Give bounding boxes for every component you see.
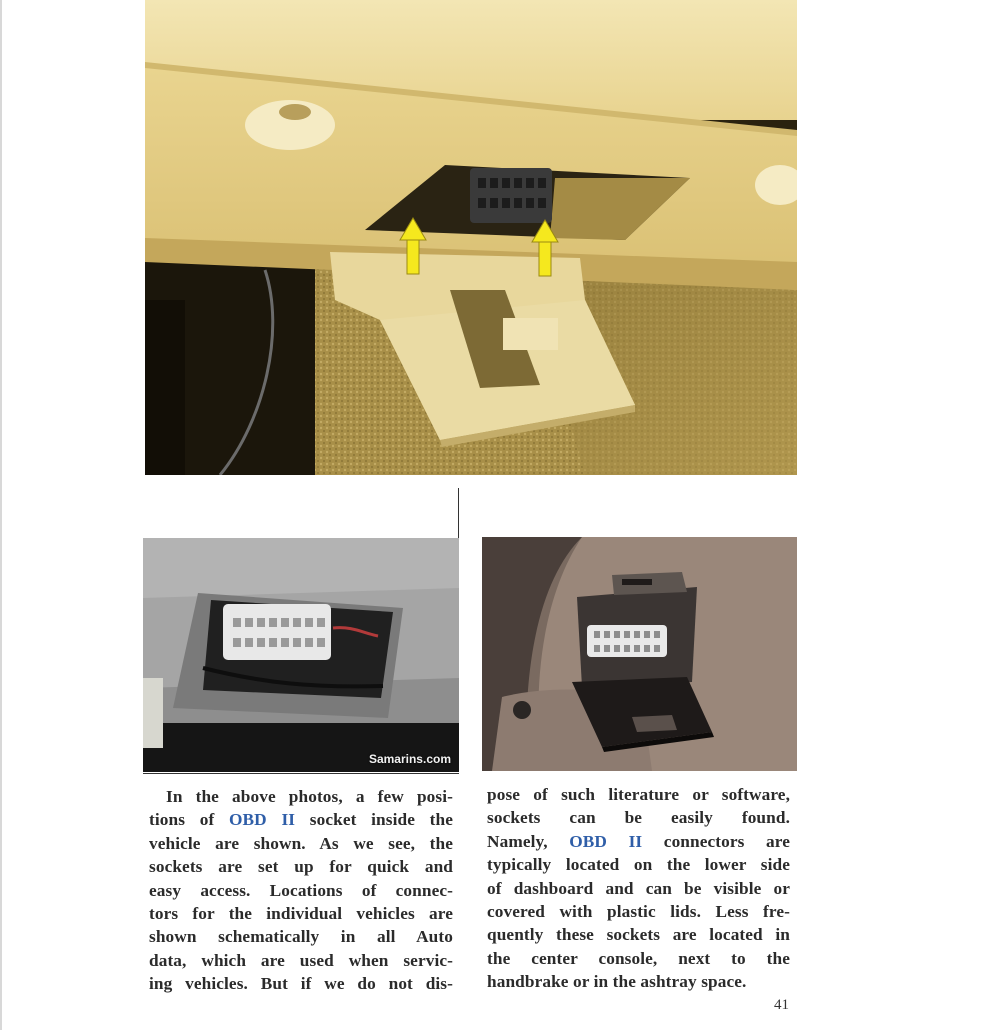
photo-obd-under-dash (145, 0, 797, 475)
text-line: quently these sockets are located in (487, 925, 790, 945)
obd-ii-term: OBD II (569, 831, 643, 851)
text-line: the center console, next to the (487, 948, 790, 968)
photo-bottom-rule (143, 773, 459, 774)
text-line: of dashboard and can be visible or (487, 878, 790, 898)
text-line: ing vehicles. But if we do not dis- (149, 974, 453, 994)
text-line: sockets are set up for quick and (149, 857, 453, 877)
column-divider (458, 488, 459, 538)
text-line: shown schematically in all Auto (149, 927, 453, 947)
text-line: sockets can be easily found. (487, 808, 790, 828)
text-line: In the above photos, a few posi- (166, 787, 453, 806)
page-number: 41 (774, 997, 789, 1013)
text-line: tors for the individual vehicles are (149, 904, 453, 924)
text-line: data, which are used when servic- (149, 950, 453, 970)
text-line: pose of such literature or software, (487, 785, 790, 804)
page-edge (0, 0, 2, 1030)
obd-ii-term: OBD II (229, 810, 296, 830)
text-line: covered with plastic lids. Less fre- (487, 902, 790, 922)
photo-obd-lid (482, 537, 797, 771)
text-line: easy access. Locations of connec- (149, 880, 453, 900)
obd-grey-illustration (143, 538, 459, 772)
obd-dash-illustration (145, 0, 797, 475)
text-line: tions of OBD II socket inside the (149, 810, 453, 830)
photo-watermark: Samarins.com (368, 752, 451, 766)
obd-lid-illustration (482, 537, 797, 771)
text-line: Namely, OBD II connectors are (487, 831, 790, 851)
text-line: typically located on the lower side (487, 855, 790, 875)
text-line: vehicle are shown. As we see, the (149, 833, 453, 853)
text-column-left (149, 785, 453, 996)
photo-obd-grey-trim (143, 538, 459, 772)
text-column-right (487, 783, 790, 994)
text-line: handbrake or in the ashtray space. (487, 972, 747, 992)
